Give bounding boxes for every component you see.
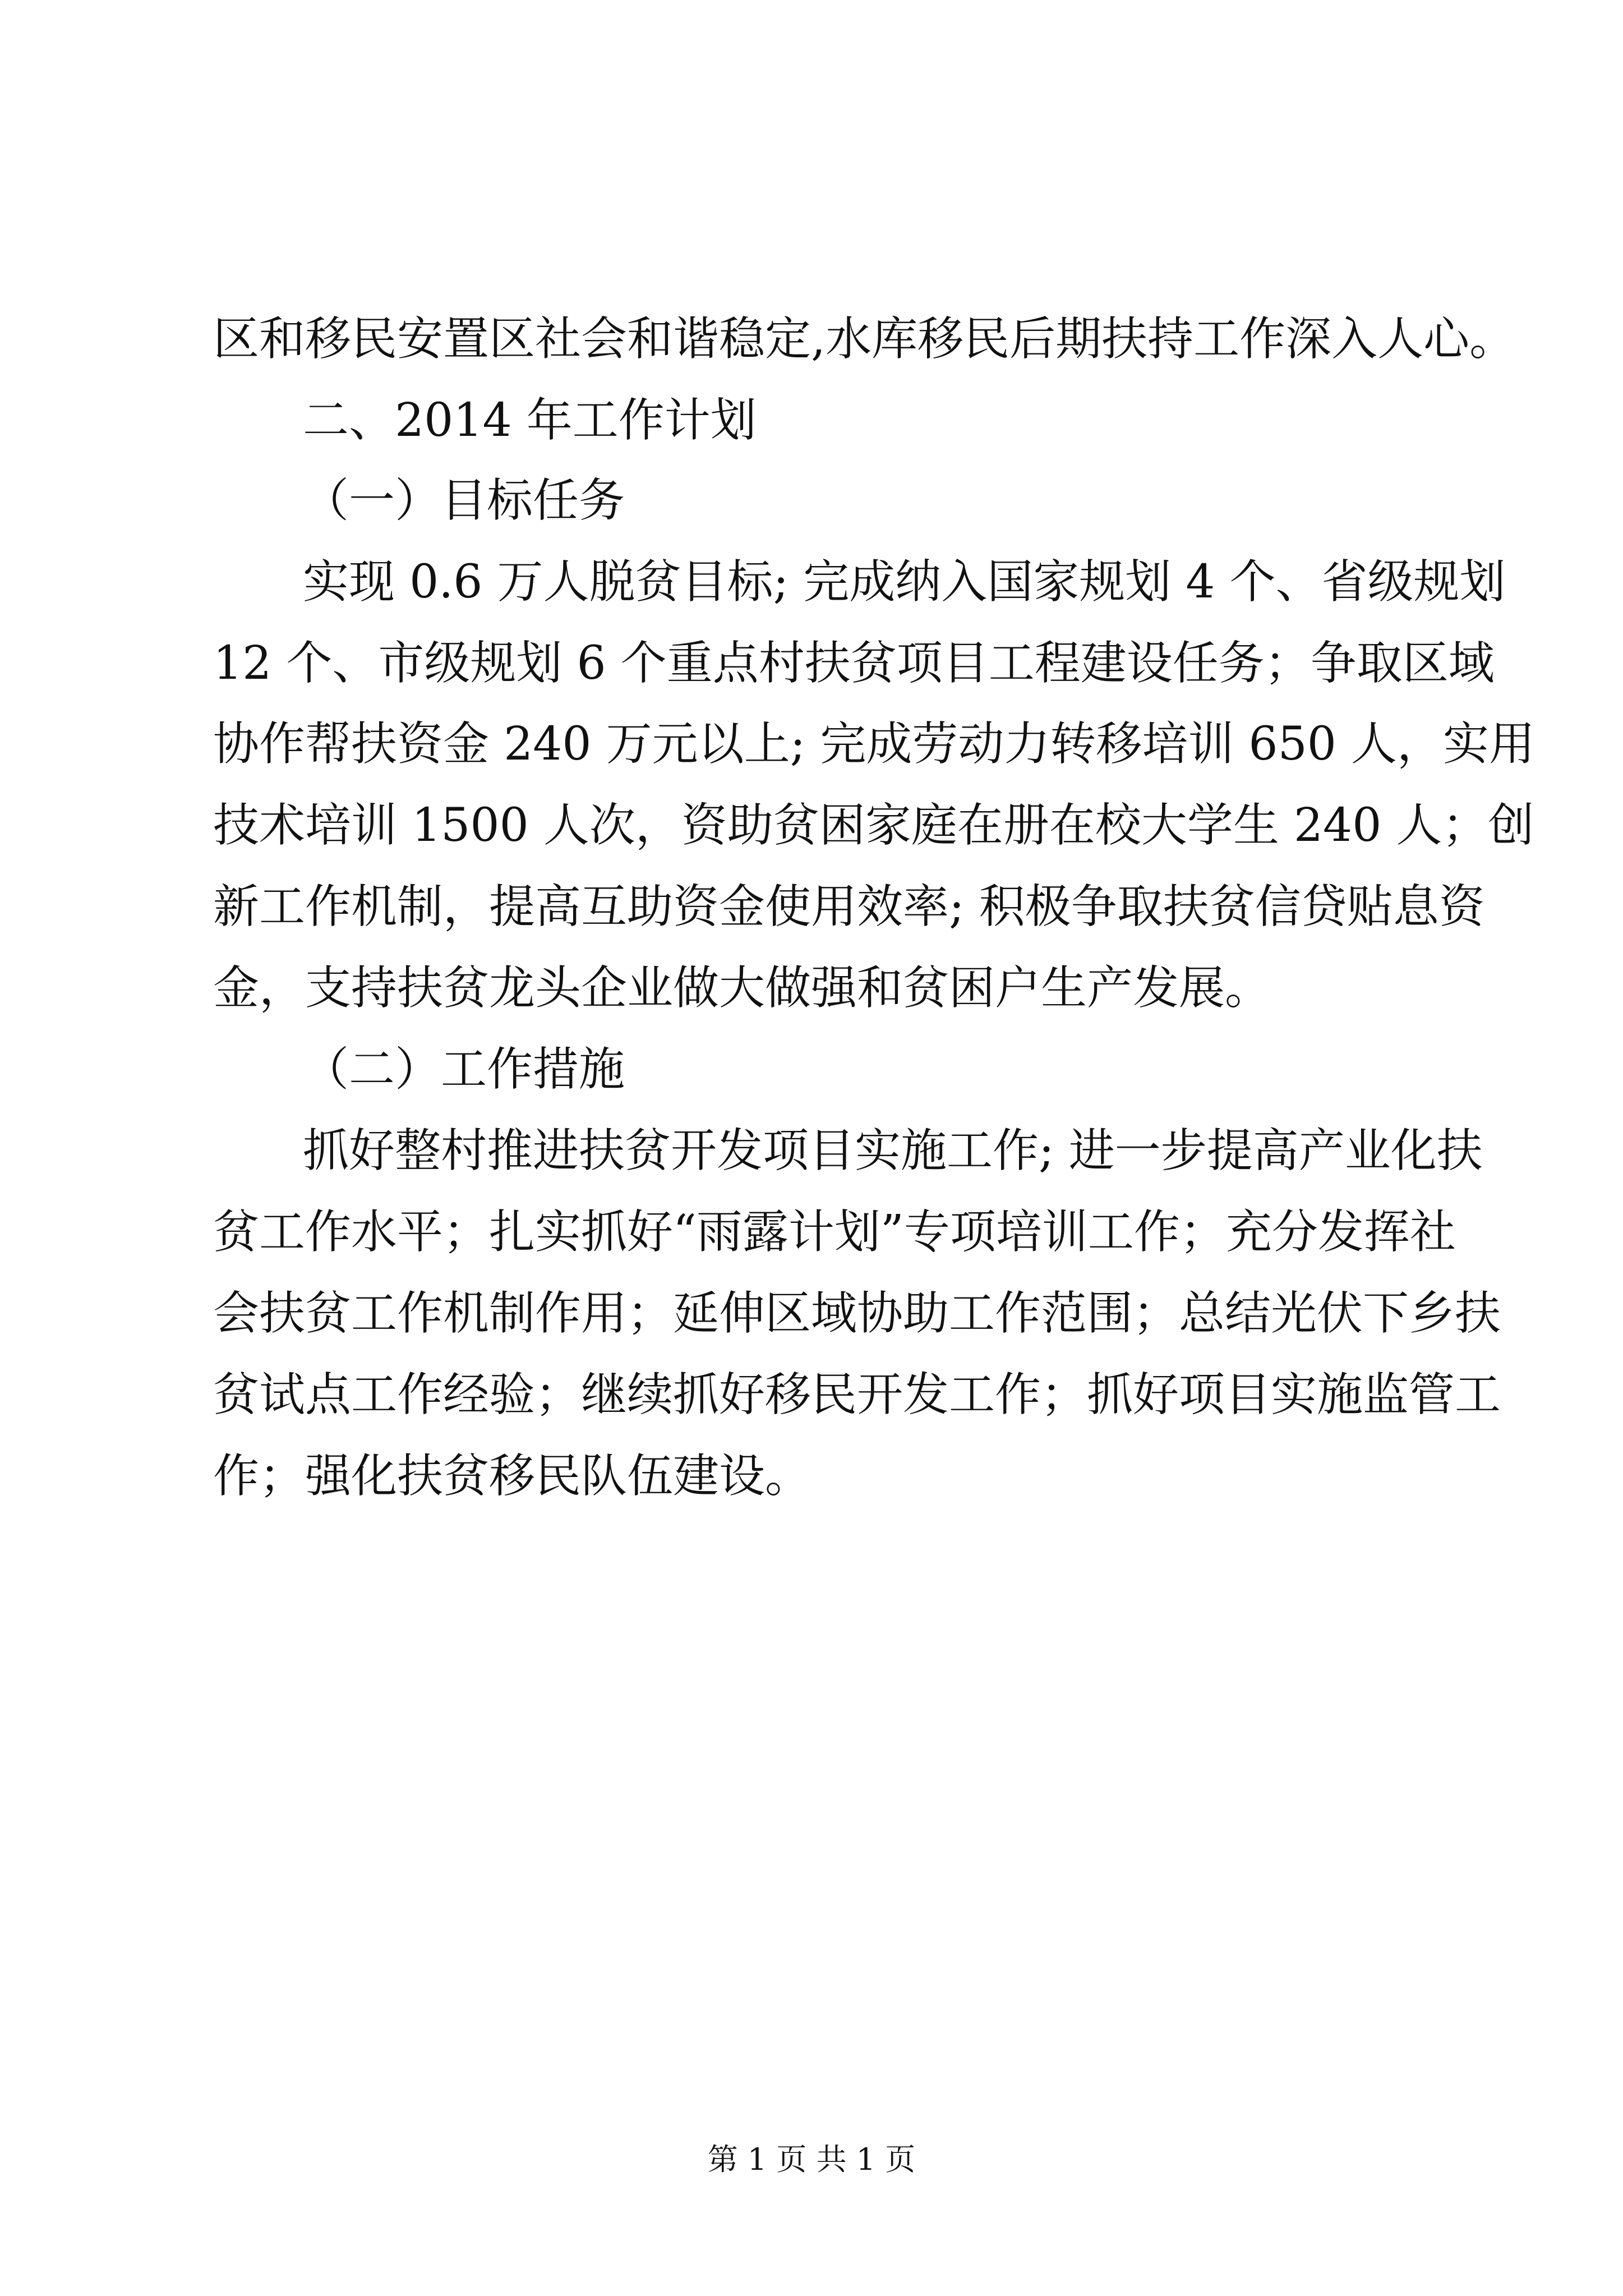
body-line-measures-2: 贫工作水平；扎实抓好“雨露计划”专项培训工作；充分发挥社 [213, 1205, 1456, 1259]
body-line-measures-1: 抓好整村推进扶贫开发项目实施工作; 进一步提高产业化扶 [303, 1124, 1483, 1177]
body-line-measures-5: 作；强化扶贫移民队伍建设。 [213, 1450, 811, 1503]
page-number-footer: 第 1 页 共 1 页 [707, 2142, 916, 2177]
subheading-measures: （二）工作措施 [303, 1043, 625, 1096]
body-line-goals-5: 新工作机制，提高互助资金使用效率; 积极争取扶贫信贷贴息资 [213, 880, 1485, 933]
body-line-goals-2: 12 个、市级规划 6 个重点村扶贫项目工程建设任务；争取区域 [213, 637, 1495, 690]
body-line-1: 区和移民安置区社会和谐稳定,水库移民后期扶持工作深入人心。 [213, 312, 1516, 366]
body-line-goals-4: 技术培训 1500 人次，资助贫困家庭在册在校大学生 240 人；创 [213, 799, 1534, 852]
body-line-measures-3: 会扶贫工作机制作用；延伸区域协助工作范围；总结光伏下乡扶 [213, 1287, 1501, 1340]
subheading-goals: （一）目标任务 [303, 474, 625, 527]
body-line-measures-4: 贫试点工作经验；继续抓好移民开发工作；抓好项目实施监管工 [213, 1368, 1501, 1421]
section-heading-2014-plan: 二、2014 年工作计划 [303, 394, 757, 447]
body-line-goals-6: 金，支持扶贫龙头企业做大做强和贫困户生产发展。 [213, 961, 1271, 1015]
body-line-goals-1: 实现 0.6 万人脱贫目标; 完成纳入国家规划 4 个、省级规划 [303, 555, 1506, 609]
body-line-goals-3: 协作帮扶资金 240 万元以上; 完成劳动力转移培训 650 人，实用 [213, 717, 1535, 771]
